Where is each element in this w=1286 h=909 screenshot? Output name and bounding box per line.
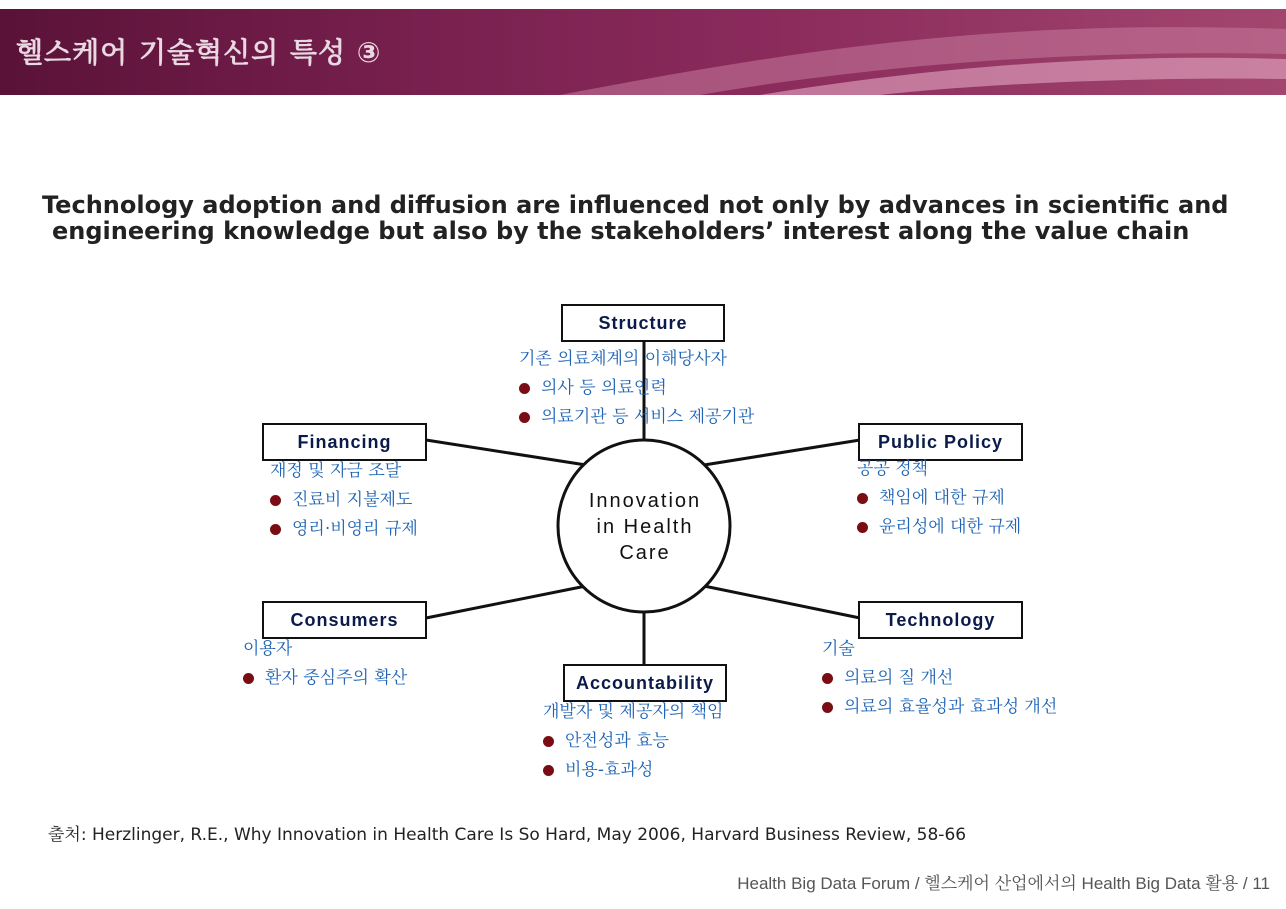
consumers-bullet-1: 환자 중심주의 확산 <box>243 664 407 693</box>
source-citation: 출처: Herzlinger, R.E., Why Innovation in Health Care Is So Hard, May 2006, Harvard Business Review, 58-66 <box>48 825 967 845</box>
consumers-title: 이용자 <box>243 639 293 659</box>
consumers-details <box>243 635 407 693</box>
accountability-bullet-2: 비용-효과성 <box>543 756 723 785</box>
accountability-details <box>543 698 723 785</box>
consumers-box: Consumers <box>262 601 427 639</box>
financing-box: Financing <box>262 423 427 461</box>
slide-title: 헬스케어 기술혁신의 특성 ③ <box>16 36 382 69</box>
structure-details <box>519 345 754 432</box>
center-line-1: Innovation <box>588 490 702 512</box>
structure-bullet-1: 의사 등 의료인력 <box>519 374 754 403</box>
connector-public-policy <box>704 440 860 465</box>
structure-bullet-2: 의료기관 등 서비스 제공기관 <box>519 403 754 432</box>
accountability-box: Accountability <box>563 664 727 702</box>
public-policy-box: Public Policy <box>858 423 1023 461</box>
technology-bullet-1: 의료의 질 개선 <box>822 664 1057 693</box>
public-policy-details <box>857 455 1021 542</box>
public-policy-bullet-1: 책임에 대한 규제 <box>857 484 1021 513</box>
accountability-bullet-1: 안전성과 효능 <box>543 727 723 756</box>
technology-title: 기술 <box>822 639 855 659</box>
slide-footer: Health Big Data Forum / 헬스케어 산업에서의 Health Big Data 활용 / 11 <box>737 874 1270 893</box>
financing-bullet-2: 영리·비영리 규제 <box>270 515 418 544</box>
center-line-3: Care <box>619 542 671 564</box>
center-label <box>560 488 730 566</box>
technology-box: Technology <box>858 601 1023 639</box>
headline-line-1: Technology adoption and diffusion are influenced not only by advances in scientific and <box>42 191 1229 219</box>
connector-technology <box>704 586 860 618</box>
connector-consumers <box>426 586 586 618</box>
financing-title: 재정 및 자금 조달 <box>270 461 402 481</box>
financing-details <box>270 457 418 544</box>
structure-title: 기존 의료체계의 이해당사자 <box>519 349 727 369</box>
center-line-2: in Health <box>596 516 694 538</box>
connector-financing <box>426 440 586 465</box>
headline-line-2: engineering knowledge but also by the stakeholders’ interest along the value chain <box>52 217 1190 245</box>
technology-bullet-2: 의료의 효율성과 효과성 개선 <box>822 693 1057 722</box>
technology-details <box>822 635 1057 722</box>
structure-box: Structure <box>561 304 725 342</box>
accountability-title: 개발자 및 제공자의 책임 <box>543 702 724 722</box>
public-policy-title: 공공 정책 <box>857 459 929 479</box>
public-policy-bullet-2: 윤리성에 대한 규제 <box>857 513 1021 542</box>
financing-bullet-1: 진료비 지불제도 <box>270 486 418 515</box>
